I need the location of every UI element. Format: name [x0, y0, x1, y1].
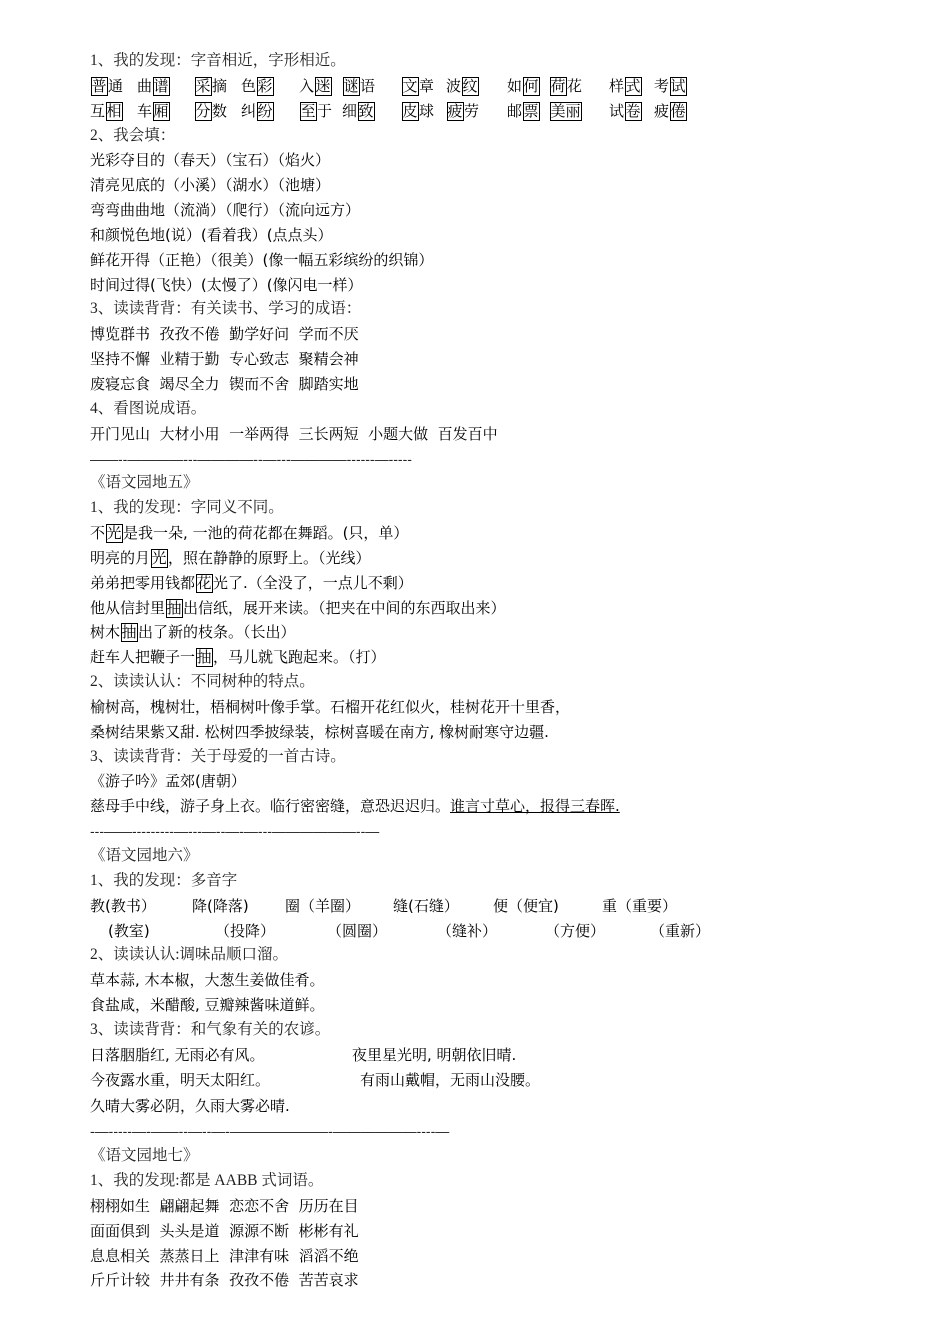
word-pair: 考 试	[654, 76, 686, 95]
idiom-line-3: 废寝忘食 竭尽全力 锲而不舍 脚踏实地	[90, 374, 359, 393]
boxed-char: 纹	[462, 76, 478, 95]
boxed-char: 谱	[153, 76, 169, 95]
boxed-char: 厢	[153, 101, 169, 120]
jingle-line-1: 草本蒜, 木本椒，大葱生姜做佳肴。	[90, 971, 325, 990]
separator: ——--————---————--—---————------—-----	[90, 450, 412, 467]
boxed-char: 采	[195, 76, 211, 95]
sentence-3: 弟弟把零用钱都 花 光了.（全没了，一点儿不剩）	[90, 573, 413, 592]
word-pair: 疲 劳	[447, 101, 480, 120]
proverb-row-2: 今夜露水重，明天太阳红。 有雨山戴帽，无雨山没腰。	[90, 1070, 541, 1089]
poem-body: 慈母手中线，游子身上衣。临行密密缝，意恐迟迟归。谁言寸草心，报得三春晖.	[90, 797, 620, 816]
sentence-1: 不 光 是我一朵, 一池的荷花都在舞蹈。(只，单）	[90, 524, 409, 543]
boxed-char: 致	[358, 101, 374, 120]
boxed-char: 彩	[257, 76, 273, 95]
word-pair: 荷 花	[550, 76, 583, 95]
jingle-line-2: 食盐咸，米醋酸, 豆瓣辣酱味道鲜。	[90, 996, 325, 1015]
trees-line-1: 榆树高，槐树壮，梧桐树叶像手掌。石榴开花红似火，桂树花开十里香，	[90, 697, 571, 716]
aabb-line-1: 栩栩如生 翩翩起舞 恋恋不舍 历历在目	[90, 1196, 359, 1215]
idiom-line-2: 坚持不懈 业精于勤 专心致志 聚精会神	[90, 350, 359, 369]
boxed-char: 花	[196, 573, 212, 592]
picture-idiom-line: 开门见山 大材小用 一举两得 三长两短 小题大做 百发百中	[90, 424, 498, 443]
word-pair: 谜 语	[343, 76, 376, 95]
boxed-char: 普	[91, 76, 107, 95]
trees-line-2: 桑树结果紫又甜. 松树四季披绿装，棕树喜暖在南方, 橡树耐寒守边疆.	[90, 722, 549, 741]
poem-title: 《游子吟》孟郊(唐朝）	[90, 772, 246, 791]
boxed-char: 抽	[166, 598, 182, 617]
boxed-char: 式	[625, 76, 641, 95]
word-pair: 皮 球	[402, 101, 435, 120]
word-pair: 试 卷	[609, 101, 641, 120]
fill-line-6: 时间过得(飞快）(太慢了）(像闪电一样）	[90, 275, 363, 294]
word-pair: 至 于	[300, 101, 333, 120]
aabb-line-3: 息息相关 蒸蒸日上 津津有味 滔滔不绝	[90, 1246, 359, 1265]
word-row-2	[90, 99, 890, 124]
word-pair: 如 何	[507, 76, 539, 95]
boxed-char: 试	[670, 76, 686, 95]
sentence-4: 他从信封里 抽 出信纸，展开来读。（把夹在中间的东西取出来）	[90, 598, 506, 617]
section-title-7: 《语文园地七》	[90, 1147, 199, 1165]
heading-picture-idioms: 4、看图说成语。	[90, 399, 207, 417]
boxed-char: 光	[106, 524, 122, 543]
boxed-char: 抽	[196, 648, 212, 667]
heading-jingle: 2、读读认认:调味品顺口溜。	[90, 946, 289, 964]
separator: -—-----—-——--—--—-———————-——————----—	[90, 1123, 450, 1140]
word-pair: 邮 票	[507, 101, 539, 120]
boxed-char: 荷	[550, 76, 566, 95]
heading-proverbs: 3、读读背背：和气象有关的农谚。	[90, 1020, 331, 1038]
word-pair: 车 厢	[137, 101, 169, 120]
polyphonic-row-2: (教室) （投降） （圆圈） （缝补） （方便） （重新）	[108, 921, 711, 940]
boxed-char: 疲	[447, 101, 463, 120]
heading-poem: 3、读读背背：关于母爱的一首古诗。	[90, 747, 346, 765]
boxed-char: 至	[300, 101, 316, 120]
heading-polyphonic: 1、我的发现：多音字	[90, 871, 238, 889]
word-pair: 分 数	[195, 101, 228, 120]
word-pair: 样 式	[609, 76, 641, 95]
word-pair: 互 相	[90, 101, 122, 120]
boxed-char: 美丽	[550, 101, 581, 120]
boxed-char: 相	[106, 101, 122, 120]
proverb-row-1: 日落胭脂红, 无雨必有风。 夜里星光明, 明朝依旧晴.	[90, 1045, 517, 1064]
heading-idioms: 3、读读背背：有关读书、学习的成语：	[90, 300, 362, 318]
heading-fill: 2、我会填：	[90, 126, 176, 144]
boxed-char: 倦	[670, 101, 686, 120]
sentence-5: 树木 抽 出了新的枝条。（长出）	[90, 623, 296, 642]
polyphonic-row-1: 教(教书） 降(降落) 圈（羊圈） 缝(石缝） 便（便宜) 重（重要）	[90, 896, 678, 915]
sentence-2: 明亮的月 光 ，照在静静的原野上。（光线）	[90, 548, 371, 567]
boxed-char: 文	[402, 76, 418, 95]
sentence-6: 赶车人把鞭子一 抽 ，马儿就飞跑起来。（打）	[90, 648, 386, 667]
heading-aabb: 1、我的发现:都是 AABB 式词语。	[90, 1171, 324, 1189]
heading-trees: 2、读读认认：不同树种的特点。	[90, 673, 315, 691]
fill-line-3: 弯弯曲曲地（流淌）（爬行）（流向远方）	[90, 201, 361, 220]
word-pair: 普 通	[91, 76, 124, 95]
fill-line-2: 清亮见底的（小溪）（湖水）（池塘）	[90, 176, 331, 195]
word-pair: 曲 谱	[137, 76, 169, 95]
boxed-char: 迷	[315, 76, 331, 95]
idiom-line-1: 博览群书 孜孜不倦 勤学好问 学而不厌	[90, 325, 359, 344]
boxed-char: 卷	[625, 101, 641, 120]
boxed-char: 光	[151, 548, 167, 567]
aabb-line-2: 面面俱到 头头是道 源源不断 彬彬有礼	[90, 1221, 359, 1240]
word-pair: 色 彩	[241, 76, 273, 95]
boxed-char: 皮	[402, 101, 418, 120]
heading-discovery: 1、我的发现：字音相近，字形相近。	[90, 52, 346, 69]
word-row-1	[90, 74, 890, 99]
fill-line-1: 光彩夺目的（春天）（宝石）（焰火）	[90, 151, 331, 170]
boxed-char: 分	[195, 101, 211, 120]
boxed-char: 票	[523, 101, 539, 120]
fill-line-4: 和颜悦色地(说）(看着我）(点点头）	[90, 225, 333, 244]
fill-line-5: 鲜花开得（正艳）（很美）(像一幅五彩缤纷的织锦）	[90, 250, 434, 269]
heading-same-char: 1、我的发现：字同义不同。	[90, 499, 284, 517]
word-pair: 波 纹	[446, 76, 478, 95]
boxed-char: 抽	[121, 623, 137, 642]
word-pair: 入 迷	[299, 76, 331, 95]
word-pair: 文 章	[402, 76, 435, 95]
aabb-line-4: 斤斤计较 井井有条 孜孜不倦 苦苦哀求	[90, 1271, 359, 1290]
separator: ---——---------—---—--—-—---——————--—	[90, 823, 380, 840]
boxed-char: 谜	[343, 76, 359, 95]
word-pair: 采 摘	[195, 76, 228, 95]
proverb-row-3: 久晴大雾必阴，久雨大雾必晴.	[90, 1097, 290, 1116]
document-page	[90, 49, 890, 1293]
section-title-6: 《语文园地六》	[90, 847, 199, 864]
section-title-5: 《语文园地五》	[90, 474, 199, 492]
word-pair	[549, 99, 582, 124]
word-pair: 纠 纷	[241, 101, 273, 120]
boxed-char: 何	[523, 76, 539, 95]
boxed-char: 纷	[257, 101, 273, 120]
word-pair: 细 致	[342, 101, 374, 120]
word-pair: 疲 倦	[654, 101, 686, 120]
